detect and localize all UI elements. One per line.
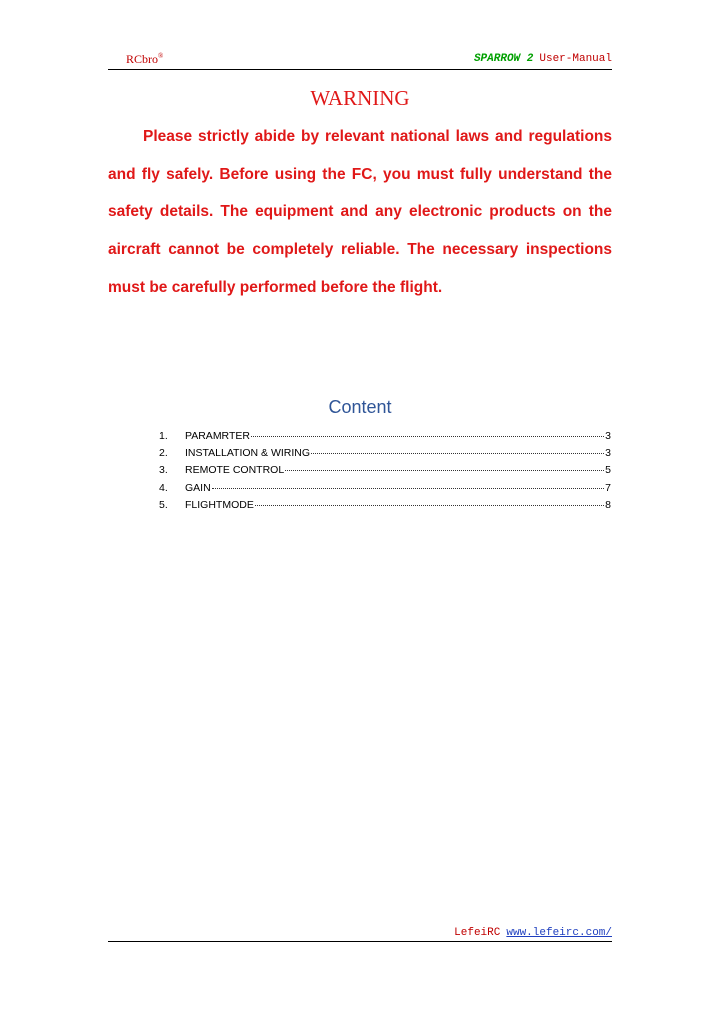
toc-item-number: 5. [159,498,168,511]
website-link[interactable]: www.lefeirc.com/ [506,927,612,939]
model-name: SPARROW 2 [473,53,534,65]
toc-title: Content [328,397,392,417]
toc-item-gain[interactable] [159,482,611,499]
header-title [474,53,612,65]
registered-mark: ® [158,52,164,60]
dot-leader [212,488,604,489]
dot-leader [251,436,604,437]
header-brand [126,52,163,67]
dot-leader [311,453,604,454]
toc-item-label: PARAMRTER [185,430,250,442]
doc-type: User-Manual [539,53,612,65]
toc-item-number: 2. [159,447,168,460]
warning-title: WARNING [310,86,410,110]
toc-item-page: 8 [605,498,611,511]
toc-item-flightmode[interactable] [159,499,611,516]
toc-item-label: INSTALLATION & WIRING [185,447,311,460]
warning-text: Please strictly abide by relevant national laws and regulations and fly safely. Before using the FC, you must fully understand the safety details. The equipment and any electronic products on the aircraft cannot be completely reliable. The necessary inspections must be carefully performed before the flight. [108,128,612,296]
toc-item-page: 3 [605,447,611,460]
toc-item-parameter[interactable] [159,430,611,447]
footer-company: LefeiRC [454,927,501,939]
dot-leader [255,505,604,506]
toc-item-label: REMOTE CONTROL [185,464,285,477]
toc-item-page: 3 [605,430,611,442]
toc-item-page: 5 [605,464,611,477]
toc-item-installation-wiring[interactable] [159,447,611,464]
brand-name: RCbro [126,52,159,66]
toc-item-number: 4. [159,481,168,494]
page-footer [108,925,612,942]
table-of-contents [159,430,611,516]
page-header [108,52,612,70]
toc-item-page: 7 [605,481,611,494]
toc-item-remote-control[interactable] [159,464,611,481]
toc-item-label: FLIGHTMODE [185,498,254,511]
toc-item-number: 3. [159,464,168,477]
dot-leader [285,470,604,471]
toc-item-number: 1. [159,430,168,442]
toc-item-label: GAIN [185,481,211,494]
footer-text [454,927,612,939]
